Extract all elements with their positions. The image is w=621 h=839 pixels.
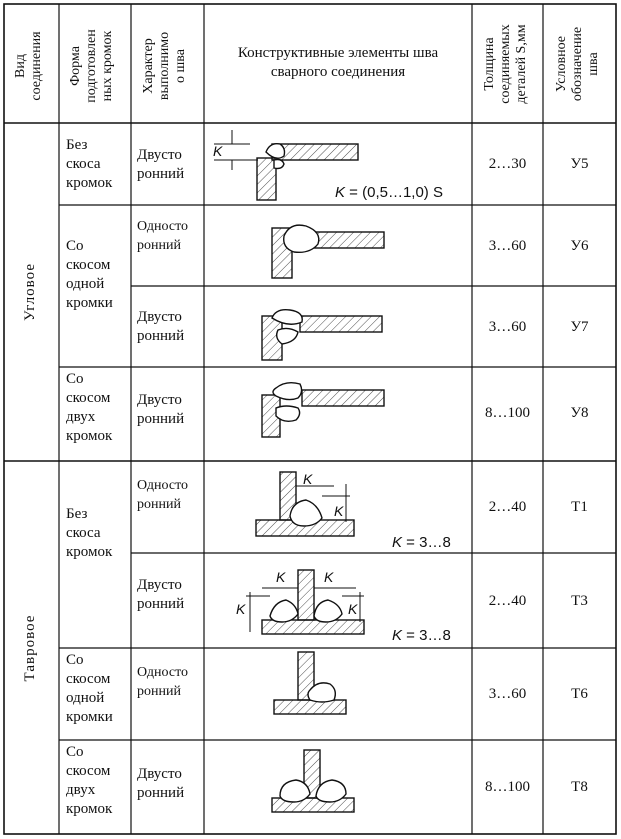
header-line: о шва <box>173 49 188 83</box>
row-thickness: 3…60 <box>488 319 527 335</box>
row-code: Т1 <box>571 499 588 515</box>
row-code: У5 <box>570 156 589 172</box>
dim-label: K <box>236 601 246 617</box>
row-code: Т3 <box>571 593 588 609</box>
group-label-corner: Угловое <box>22 263 38 321</box>
dim-label: K <box>213 143 223 159</box>
weld-drawing-t6 <box>274 652 346 714</box>
row-character: Двусто ронний <box>137 309 185 344</box>
dim-label: K <box>276 569 286 585</box>
row-thickness: 3…60 <box>488 686 527 702</box>
note-value: = (0,5…1,0) S <box>345 184 443 201</box>
note-value: = 3…8 <box>402 627 451 644</box>
row-thickness: 2…40 <box>488 499 527 515</box>
row-code: Т8 <box>571 779 588 795</box>
weld-drawing-t8 <box>272 750 354 812</box>
header-line: деталей S,мм <box>514 24 529 104</box>
weld-drawing-u7 <box>262 310 382 360</box>
row-thickness: 8…100 <box>485 779 530 795</box>
dim-label: K <box>334 503 344 519</box>
header-line: подготовлен <box>84 29 99 103</box>
row-character: Односто ронний <box>137 219 189 253</box>
row-thickness: 2…40 <box>488 593 527 609</box>
group-label-tee: Тавровое <box>22 614 38 682</box>
weld-drawing-u5 <box>213 130 358 200</box>
header-line: Условное <box>554 36 569 92</box>
dim-label: K <box>348 601 358 617</box>
row-form: Без скоса кромок <box>66 137 113 191</box>
row-form: Без скоса кромок <box>66 506 113 560</box>
header-line: Вид <box>13 54 28 78</box>
note-symbol: K <box>392 534 403 551</box>
row-form: Со скосом одной кромки <box>66 238 113 311</box>
row-character: Двусто ронний <box>137 766 185 801</box>
row-character: Односто ронний <box>137 665 189 699</box>
weld-drawing-u8 <box>262 383 384 437</box>
row-code: У6 <box>570 238 589 254</box>
row-thickness: 8…100 <box>485 405 530 421</box>
row-form: Со скосом двух кромок <box>66 371 113 444</box>
dim-label: K <box>324 569 334 585</box>
header-line: соединения <box>29 31 44 101</box>
row-code: У7 <box>570 319 589 335</box>
row-character: Односто ронний <box>137 478 189 512</box>
note-symbol: K <box>392 627 403 644</box>
row-form: Со скосом двух кромок <box>66 744 113 817</box>
header-line: ных кромок <box>100 30 115 102</box>
row-character: Двусто ронний <box>137 577 185 612</box>
note-value: = 3…8 <box>402 534 451 551</box>
header-line: Характер <box>141 38 156 94</box>
row-code: У8 <box>570 405 589 421</box>
weld-drawing-u6 <box>272 225 384 278</box>
header-structural-elements: Конструктивные элементы шва сварного соединения <box>237 45 439 80</box>
row-form: Со скосом одной кромки <box>66 652 113 725</box>
row-character: Двусто ронний <box>137 147 185 182</box>
header-line: шва <box>586 52 601 76</box>
header-line: соединяемых <box>498 24 513 104</box>
weld-drawing-t3 <box>236 569 364 634</box>
row-thickness: 3…60 <box>488 238 527 254</box>
row-code: Т6 <box>571 686 588 702</box>
note-symbol: K <box>335 184 346 201</box>
header-line: Форма <box>68 46 83 86</box>
weld-drawing-t1 <box>256 471 354 536</box>
row-thickness: 2…30 <box>488 156 527 172</box>
header-line: Толщина <box>482 37 497 91</box>
header-line: обозначение <box>570 26 585 102</box>
header-line: выполнимо <box>157 31 172 101</box>
row-character: Двусто ронний <box>137 392 185 427</box>
dim-label: K <box>303 471 313 487</box>
